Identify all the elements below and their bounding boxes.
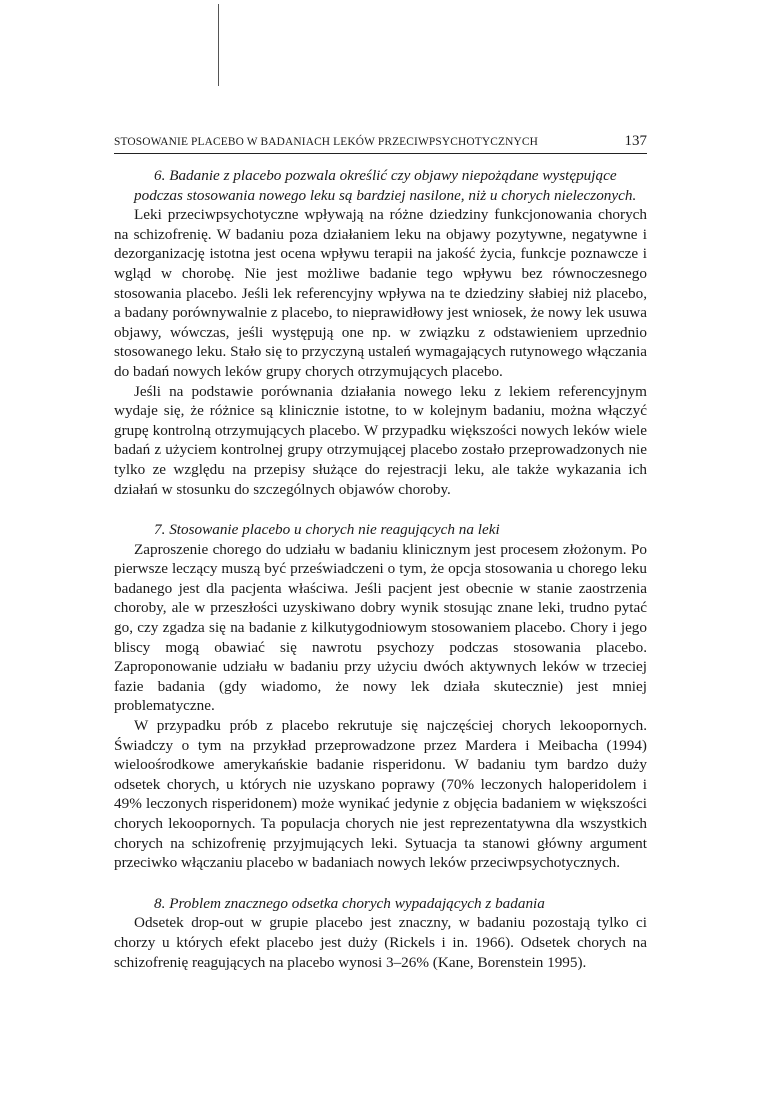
paragraph: W przypadku prób z placebo rekrutuje się najczęściej chorych lekoopornych. Świadczy o tym na przykład przeprowadzone przez Mardera i Meibacha (1994) wieloośrodkowe amerykańskie badanie risperidonu. W badaniu tym bardzo duży odsetek chorych, u których nie uzyskano poprawy (70% leczonych haloperidolem i 49% leczonych risperidonem) może wynikać jedynie z objęcia badaniem w większości chorych lekoopornych. Ta populacja chorych nie jest reprezentatywna dla wszystkich chorych na schizofrenię przyjmujących leki. Sytuacja ta stanowi główny argument przeciwko włączaniu placebo w badaniach nowych leków przeciwpsychotycznych. xyxy=(114,717,647,872)
section-heading: 6. Badanie z placebo pozwala określić czy objawy niepożądane występujące podczas stosowania nowego leku są bardziej nasilone, niż u chorych nieleczonych. xyxy=(134,167,637,204)
page-number: 137 xyxy=(624,133,647,149)
section-6 xyxy=(114,166,647,499)
section-8 xyxy=(114,894,647,972)
running-head: STOSOWANIE PLACEBO W BADANIACH LEKÓW PRZECIWPSYCHOTYCZNYCH xyxy=(114,136,538,148)
paragraph: Jeśli na podstawie porównania działania nowego leku z lekiem referencyjnym wydaje się, że różnice są klinicznie istotne, to w kolejnym badaniu, można włączyć grupę kontrolną otrzymujących placebo. W przypadku większości nowych leków wiele badań z użyciem kontrolnej grupy otrzymującej placebo zostało przeprowadzonych nie tylko ze względu na przepisy służące do rejestracji leku, ale także wykazania ich działań w stosunku do szczególnych objawów choroby. xyxy=(114,382,647,498)
paragraph: Odsetek drop-out w grupie placebo jest znaczny, w badaniu pozostają tylko ci chorzy u których efekt placebo jest duży (Rickels i in. 1966). Odsetek chorych na schizofrenię reagujących na placebo wynosi 3–26% (Kane, Borenstein 1995). xyxy=(114,914,647,971)
margin-rule xyxy=(218,4,219,86)
paragraph: Zaproszenie chorego do udziału w badaniu klinicznym jest procesem złożonym. Po pierwsze leczący muszą być przeświadczeni o tym, że opcja stosowania u chorego leku badanego jest dla pacjenta właściwa. Jeśli pacjent jest obecnie w stanie zaostrzenia choroby, ale w przeszłości uzyskiwano dobry wynik stosując znane leki, trudno pytać go, czy zgadza się na badanie z kilkutygodniowym stosowaniem placebo. Chory i jego bliscy mogą obawiać się nawrotu psychozy podczas stosowania placebo. Zaproponowanie udziału w badaniu przy użyciu dwóch aktywnych leków w trzeciej fazie badania (gdy wiadomo, że nowy lek działa skutecznie) jest mniej problematyczne. xyxy=(114,540,647,715)
section-heading: 8. Problem znacznego odsetka chorych wypadających z badania xyxy=(154,894,545,912)
page-header xyxy=(114,133,647,154)
page-body xyxy=(114,166,647,972)
section-heading: 7. Stosowanie placebo u chorych nie reagujących na leki xyxy=(154,521,500,539)
section-7 xyxy=(114,520,647,873)
paragraph: Leki przeciwpsychotyczne wpływają na różne dziedziny funkcjonowania chorych na schizofrenię. W badaniu poza działaniem leku na objawy pozytywne, negatywne i dezorganizację istotna jest ocena wpływu terapii na jakość życia, funkcje poznawcze i wgląd w chorobę. Nie jest możliwe badanie tego wpływu bez równoczesnego stosowania placebo. Jeśli lek referencyjny wpływa na te dziedziny słabiej niż placebo, a badany porównywalnie z placebo, to nieprawidłowy jest wniosek, że nowy lek usuwa objawy, wówczas, jeśli występują one np. w związku z odstawieniem uprzednio stosowanego leku. Stało się to przyczyną ustaleń wymagających rutynowego włączania do badań nowych leków grupy chorych otrzymujących placebo. xyxy=(114,206,647,380)
